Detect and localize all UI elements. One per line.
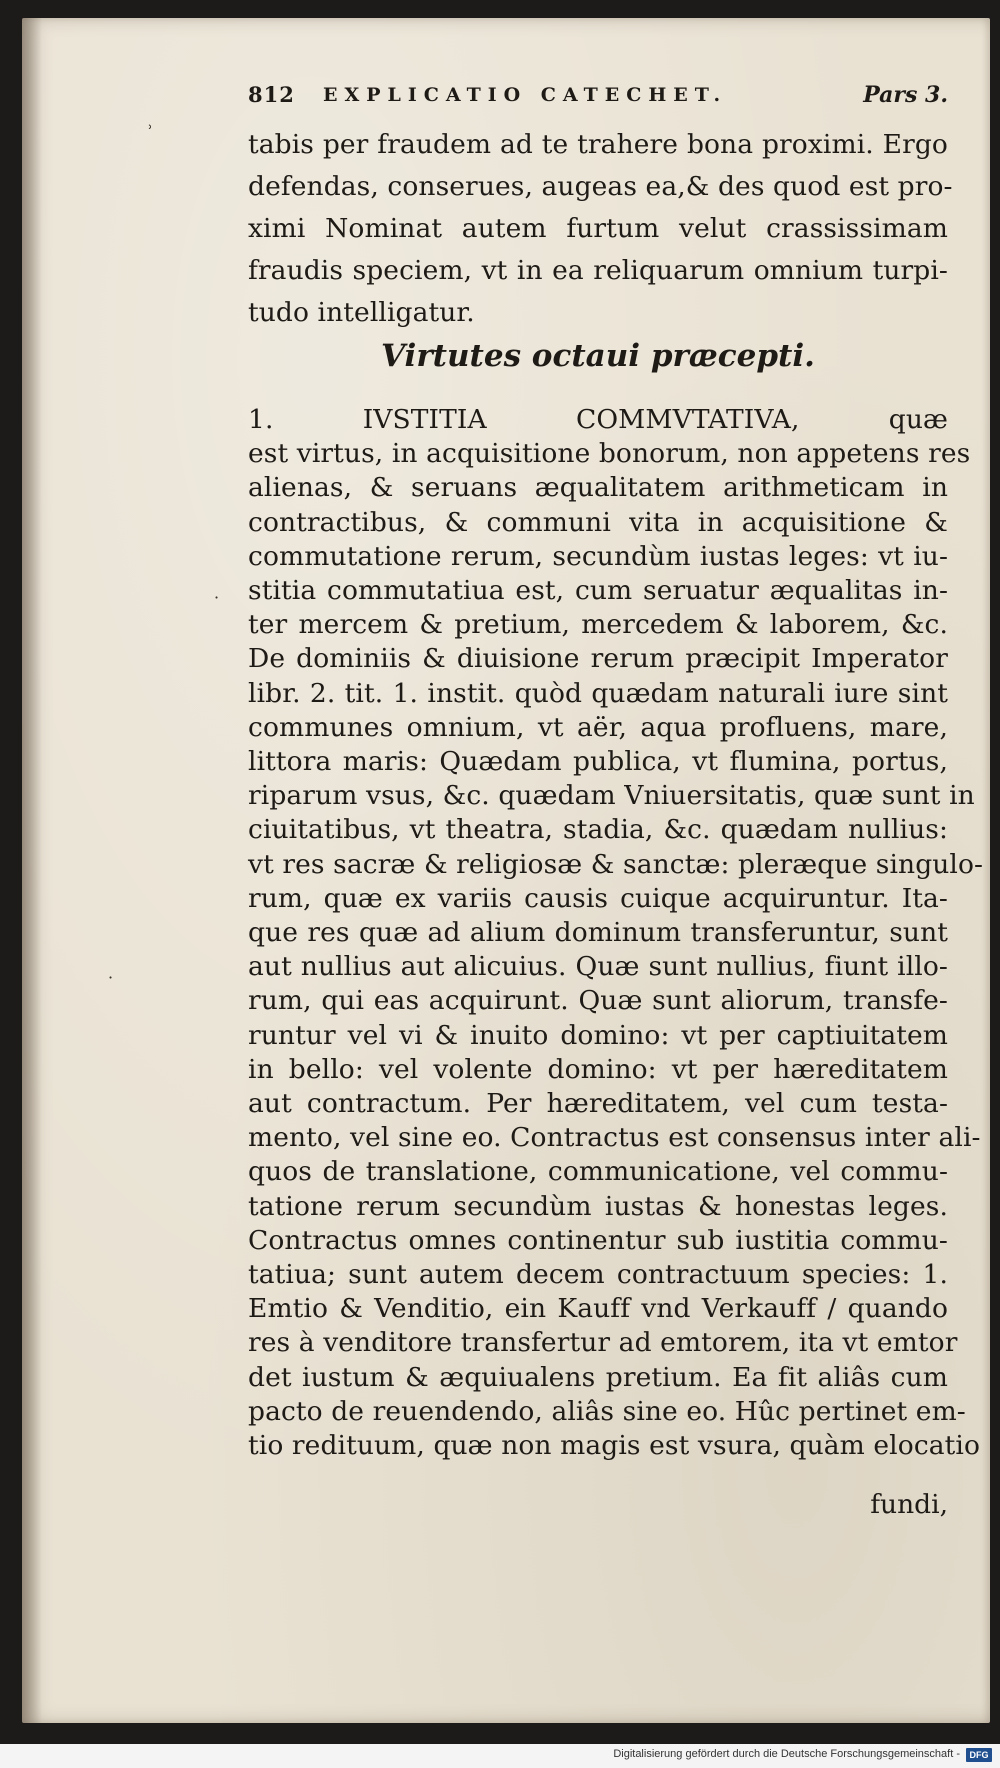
text-line: fraudis speciem, vt in ea reliquarum omnium turpi-	[248, 255, 948, 286]
text-line: rum, quæ ex variis causis cuique acquiruntur. Ita-	[248, 882, 948, 914]
text-line: runtur vel vi & inuito domino: vt per captiuitatem	[248, 1019, 948, 1051]
text-line: res à venditore transfertur ad emtorem, ita vt emtor	[248, 1327, 958, 1359]
text-line: ximi Nominat autem furtum velut crassissimam	[248, 213, 948, 244]
text-line: De dominiis & diuisione rerum præcipit Imperator	[248, 643, 948, 675]
margin-ink-dot: ·	[214, 588, 220, 607]
text-line: tatiua; sunt autem decem contractuum species: 1.	[248, 1259, 948, 1290]
text-line: aut nullius aut alicuius. Quæ sunt nullius, fiunt illo-	[248, 951, 948, 983]
text-line: riparum vsus, &c. quædam Vniuersitatis, quæ sunt in	[248, 780, 975, 812]
margin-ink-dot: ·	[108, 968, 114, 987]
dfg-logo: DFG	[966, 1748, 992, 1762]
page-number: 812	[248, 82, 295, 107]
catchword: fundi,	[870, 1489, 948, 1520]
text-line: Emtio & Venditio, ein Kauff vnd Verkauff / quando	[248, 1293, 948, 1325]
running-head	[248, 82, 948, 122]
text-line: defendas, conserues, augeas ea,& des quod est pro-	[248, 171, 953, 202]
text-line: que res quæ ad alium dominum transferuntur, sunt	[248, 917, 948, 948]
part-label: Pars 3.	[863, 82, 948, 108]
text-line: alienas, & seruans æqualitatem arithmeticam in	[248, 472, 948, 504]
text-line: det iustum & æquiualens pretium. Ea fit aliâs cum	[248, 1361, 948, 1393]
text-line: contractibus, & communi vita in acquisitione &	[248, 506, 948, 538]
text-line: mento, vel sine eo. Contractus est consensus inter ali-	[248, 1122, 981, 1154]
footer-credit: Digitalisierung gefördert durch die Deutsche Forschungsgemeinschaft -	[613, 1748, 960, 1760]
text-line: est virtus, in acquisitione bonorum, non appetens res	[248, 438, 971, 470]
text-line: littora maris: Quædam publica, vt flumina, portus,	[248, 746, 948, 777]
text-line: stitia commutatiua est, cum seruatur æqualitas in-	[248, 575, 948, 606]
section-heading: Virtutes octaui præcepti.	[381, 338, 815, 374]
text-line: communes omnium, vt aër, aqua profluens, mare,	[248, 711, 948, 743]
text-line: quos de translatione, communicatione, vel commu-	[248, 1156, 948, 1188]
text-line: ciuitatibus, vt theatra, stadia, &c. quædam nullius:	[248, 814, 948, 846]
text-line: pacto de reuendendo, aliâs sine eo. Hûc pertinet em-	[248, 1395, 966, 1427]
text-line: 1. IVSTITIA COMMVTATIVA, quæ	[248, 404, 948, 435]
text-line: vt res sacræ & religiosæ & sanctæ: pleræque singulo-	[248, 848, 984, 880]
margin-ink-mark: ˒	[148, 118, 153, 137]
page-spine-shadow	[22, 18, 42, 1723]
digitization-footer	[0, 1744, 1000, 1768]
text-line: in bello: vel volente domino: vt per hæreditatem	[248, 1053, 948, 1085]
text-line: aut contractum. Per hæreditatem, vel cum testa-	[248, 1088, 948, 1119]
text-line: libr. 2. tit. 1. instit. quòd quædam naturali iure sint	[248, 677, 948, 709]
text-line: Contractus omnes continentur sub iustitia commu-	[248, 1224, 948, 1256]
text-line: tio redituum, quæ non magis est vsura, quàm elocatio	[248, 1430, 981, 1461]
text-line: commutatione rerum, secundùm iustas leges: vt iu-	[248, 540, 948, 572]
text-line: tabis per fraudem ad te trahere bona proximi. Ergo	[248, 129, 948, 160]
text-line: tudo intelligatur.	[248, 297, 475, 328]
text-line: tatione rerum secundùm iustas & honestas leges.	[248, 1190, 948, 1222]
running-title: EXPLICATIO CATECHET.	[323, 84, 728, 106]
text-line: rum, qui eas acquirunt. Quæ sunt aliorum, transfe-	[248, 985, 948, 1017]
text-line: ter mercem & pretium, mercedem & laborem, &c.	[248, 609, 948, 641]
